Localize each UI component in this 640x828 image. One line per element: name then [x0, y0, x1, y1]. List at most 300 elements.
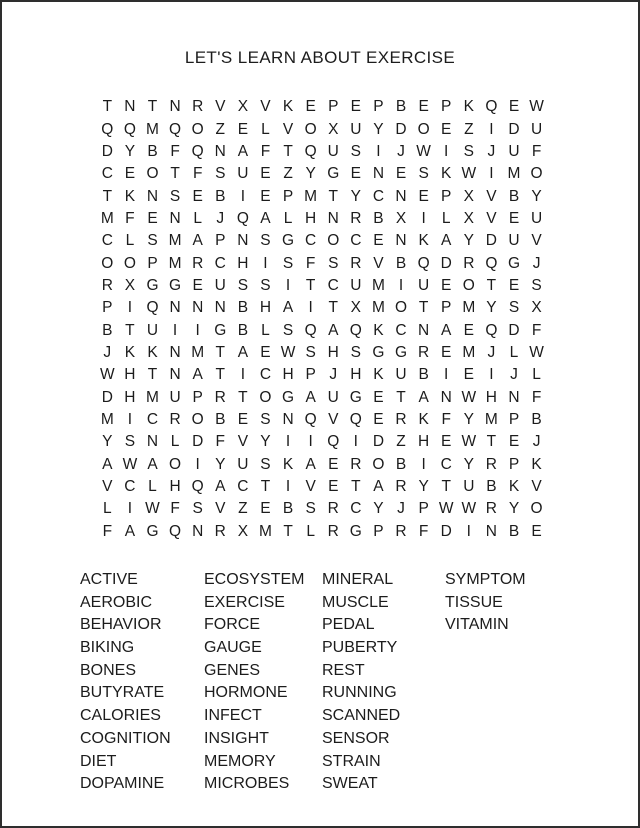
grid-letter: O	[530, 165, 543, 183]
grid-letter: A	[441, 321, 452, 339]
grid-letter: K	[282, 455, 294, 473]
word-list-item: EXERCISE	[204, 593, 285, 611]
grid-letter: X	[237, 98, 249, 116]
grid-letter: Q	[485, 254, 498, 272]
grid-letter: B	[373, 209, 384, 227]
word-list-item: SENSOR	[322, 729, 390, 747]
grid-letter: N	[169, 209, 181, 227]
grid-letter: N	[214, 142, 226, 160]
grid-letter: C	[259, 366, 272, 384]
word-list-item: AEROBIC	[80, 593, 153, 611]
grid-letter: T	[351, 478, 361, 496]
word-list-item: DIET	[80, 752, 117, 770]
grid-letter: O	[417, 120, 430, 138]
grid-letter: S	[531, 276, 542, 294]
grid-letter: V	[215, 500, 226, 518]
grid-letter: M	[258, 522, 272, 540]
grid-letter: R	[169, 410, 181, 428]
grid-letter: A	[305, 455, 316, 473]
grid-letter: W	[461, 165, 477, 183]
grid-letter: S	[418, 165, 429, 183]
grid-letter: A	[237, 142, 249, 160]
grid-letter: D	[192, 433, 204, 451]
grid-letter: Q	[485, 321, 498, 339]
grid-letter: I	[240, 366, 246, 384]
grid-letter: W	[461, 500, 477, 518]
grid-letter: N	[146, 187, 159, 205]
grid-letter: U	[169, 388, 181, 406]
grid-letter: P	[328, 98, 339, 116]
grid-letter: Z	[396, 433, 406, 451]
grid-letter: C	[350, 232, 362, 250]
grid-letter: O	[304, 120, 317, 138]
grid-letter: I	[127, 299, 133, 317]
grid-letter: O	[101, 254, 114, 272]
grid-letter: G	[327, 165, 340, 183]
grid-letter: R	[192, 254, 204, 272]
grid-letter: U	[508, 232, 520, 250]
grid-row	[96, 409, 548, 431]
grid-letter: I	[376, 142, 381, 160]
grid-letter: M	[462, 343, 476, 361]
grid-letter: U	[530, 120, 543, 138]
grid-letter: E	[124, 165, 136, 183]
grid-letter: M	[371, 276, 385, 294]
word-list	[2, 569, 638, 799]
grid-letter: E	[237, 410, 249, 428]
grid-letter: O	[327, 232, 340, 250]
grid-letter: L	[509, 343, 519, 361]
grid-letter: E	[147, 209, 158, 227]
grid-letter: W	[529, 98, 544, 116]
grid-letter: V	[237, 433, 249, 451]
grid-letter: X	[328, 120, 339, 138]
grid-letter: O	[394, 299, 408, 317]
grid-letter: C	[350, 500, 362, 518]
grid-letter: I	[127, 410, 133, 428]
grid-row	[96, 476, 548, 498]
grid-letter: S	[260, 410, 271, 428]
grid-letter: N	[124, 98, 136, 116]
grid-letter: L	[532, 366, 541, 384]
grid-letter: I	[444, 142, 449, 160]
grid-letter: K	[508, 478, 520, 496]
grid-letter: E	[373, 388, 384, 406]
grid-letter: J	[487, 142, 496, 160]
grid-letter: K	[373, 321, 384, 339]
grid-letter: K	[147, 343, 158, 361]
grid-letter: I	[489, 165, 494, 183]
grid-row	[96, 319, 548, 341]
grid-letter: T	[396, 388, 406, 406]
grid-letter: Z	[464, 120, 474, 138]
grid-letter: K	[463, 98, 474, 116]
grid-letter: L	[193, 209, 202, 227]
grid-letter: N	[282, 410, 294, 428]
grid-letter: A	[441, 232, 452, 250]
grid-letter: G	[349, 522, 362, 540]
word-list-item: PEDAL	[322, 616, 375, 634]
grid-letter: P	[147, 254, 158, 272]
grid-row	[96, 454, 548, 476]
grid-letter: M	[371, 299, 385, 317]
word-list-item: GAUGE	[204, 639, 262, 657]
grid-letter: L	[441, 209, 451, 227]
grid-letter: R	[485, 455, 497, 473]
grid-row	[96, 342, 548, 364]
grid-letter: T	[170, 165, 180, 183]
grid-row	[96, 141, 548, 163]
grid-letter: Q	[485, 98, 498, 116]
grid-letter: N	[485, 522, 497, 540]
grid-letter: A	[260, 209, 271, 227]
grid-letter: F	[170, 142, 180, 160]
grid-letter: U	[350, 276, 362, 294]
grid-row	[96, 96, 548, 118]
grid-letter: V	[486, 209, 497, 227]
grid-letter: U	[395, 366, 407, 384]
grid-letter: Y	[260, 433, 271, 451]
grid-letter: Y	[102, 433, 113, 451]
word-list-item: HORMONE	[204, 684, 288, 702]
grid-letter: K	[373, 366, 384, 384]
grid-letter: S	[192, 500, 203, 518]
grid-letter: R	[350, 209, 362, 227]
grid-letter: B	[215, 187, 226, 205]
grid-letter: E	[508, 433, 520, 451]
grid-letter: X	[395, 209, 407, 227]
word-list-column	[80, 569, 171, 796]
grid-letter: I	[421, 455, 426, 473]
grid-letter: E	[328, 478, 339, 496]
grid-letter: C	[327, 276, 339, 294]
grid-letter: B	[102, 321, 113, 339]
grid-letter: S	[305, 500, 316, 518]
grid-letter: N	[146, 433, 159, 451]
grid-letter: I	[195, 455, 200, 473]
grid-letter: S	[169, 187, 181, 205]
word-list-item: FORCE	[204, 616, 260, 634]
grid-letter: I	[398, 276, 404, 294]
grid-letter: M	[168, 232, 182, 250]
grid-letter: K	[282, 98, 294, 116]
word-list-column	[204, 569, 304, 796]
grid-letter: L	[261, 321, 270, 339]
grid-letter: P	[373, 98, 384, 116]
grid-letter: B	[508, 522, 520, 540]
grid-letter: L	[170, 433, 180, 451]
grid-letter: T	[418, 299, 429, 317]
grid-letter: M	[146, 388, 159, 406]
grid-letter: M	[100, 410, 114, 428]
grid-letter: O	[372, 455, 385, 473]
grid-letter: B	[508, 187, 520, 205]
grid-letter: E	[418, 187, 429, 205]
word-list-item: BUTYRATE	[80, 684, 165, 702]
grid-letter: U	[214, 276, 226, 294]
grid-letter: E	[237, 120, 249, 138]
grid-letter: T	[125, 321, 135, 339]
grid-letter: J	[397, 142, 405, 160]
grid-letter: Q	[123, 120, 136, 138]
grid-letter: S	[237, 276, 249, 294]
grid-letter: X	[350, 299, 361, 317]
grid-letter: S	[350, 343, 361, 361]
grid-letter: T	[238, 388, 248, 406]
grid-letter: N	[395, 232, 407, 250]
grid-letter: Y	[463, 232, 474, 250]
grid-row	[96, 364, 548, 386]
grid-letter: F	[531, 142, 542, 160]
grid-letter: R	[214, 388, 226, 406]
grid-letter: Q	[146, 299, 159, 317]
grid-letter: M	[462, 299, 476, 317]
grid-letter: T	[305, 276, 316, 294]
grid-letter: K	[124, 187, 136, 205]
grid-letter: Y	[508, 500, 520, 518]
grid-letter: D	[508, 321, 520, 339]
grid-letter: E	[260, 500, 271, 518]
grid-letter: Y	[418, 478, 429, 496]
grid-letter: Y	[215, 455, 226, 473]
grid-letter: S	[124, 433, 136, 451]
grid-letter: T	[147, 366, 158, 384]
grid-letter: H	[259, 299, 272, 317]
grid-letter: C	[101, 165, 113, 183]
grid-letter: N	[395, 187, 407, 205]
grid-letter: Q	[191, 142, 204, 160]
grid-letter: D	[372, 433, 385, 451]
grid-letter: N	[169, 366, 181, 384]
grid-letter: G	[146, 276, 159, 294]
grid-letter: U	[530, 209, 543, 227]
grid-letter: M	[191, 343, 205, 361]
grid-letter: S	[463, 142, 474, 160]
grid-letter: E	[192, 276, 203, 294]
letter-grid	[96, 96, 548, 543]
grid-letter: E	[463, 321, 474, 339]
word-list-item: MICROBES	[204, 775, 290, 793]
grid-letter: W	[529, 343, 544, 361]
grid-letter: H	[305, 209, 317, 227]
grid-letter: A	[418, 388, 429, 406]
grid-letter: O	[123, 254, 136, 272]
grid-row	[96, 297, 548, 319]
grid-letter: I	[127, 500, 133, 518]
grid-letter: A	[328, 321, 339, 339]
grid-letter: D	[395, 120, 407, 138]
word-list-item: MINERAL	[322, 571, 394, 588]
word-list-item: VITAMIN	[445, 616, 509, 634]
grid-letter: N	[237, 232, 249, 250]
grid-letter: E	[373, 232, 384, 250]
grid-row	[96, 386, 548, 408]
grid-letter: M	[146, 120, 159, 138]
grid-letter: U	[237, 165, 249, 183]
grid-letter: L	[125, 232, 135, 250]
word-list-column	[445, 569, 526, 637]
grid-letter: T	[102, 187, 113, 205]
grid-letter: J	[510, 366, 518, 384]
grid-letter: I	[263, 254, 268, 272]
grid-letter: A	[147, 455, 158, 473]
grid-letter: C	[214, 254, 226, 272]
grid-letter: V	[215, 98, 226, 116]
grid-letter: V	[373, 254, 384, 272]
grid-letter: F	[441, 410, 451, 428]
grid-letter: R	[192, 98, 204, 116]
grid-letter: S	[282, 321, 294, 339]
grid-row	[96, 185, 548, 207]
word-list-item: BEHAVIOR	[80, 616, 162, 634]
grid-letter: S	[260, 455, 271, 473]
grid-letter: O	[462, 276, 475, 294]
grid-letter: H	[350, 366, 362, 384]
word-list-item: MUSCLE	[322, 593, 389, 611]
word-list-item: TISSUE	[445, 593, 503, 611]
grid-letter: I	[489, 366, 494, 384]
grid-letter: V	[486, 187, 497, 205]
grid-letter: E	[418, 98, 429, 116]
grid-row	[96, 118, 548, 140]
grid-letter: A	[124, 522, 136, 540]
grid-letter: J	[487, 343, 496, 361]
grid-letter: F	[102, 522, 113, 540]
grid-letter: A	[192, 232, 203, 250]
grid-letter: O	[191, 410, 204, 428]
grid-letter: K	[418, 232, 429, 250]
grid-letter: R	[463, 254, 475, 272]
grid-letter: W	[145, 500, 160, 518]
grid-letter: H	[485, 388, 497, 406]
word-list-item: STRAIN	[322, 752, 381, 770]
grid-letter: E	[463, 366, 474, 384]
grid-letter: D	[101, 142, 113, 160]
grid-letter: W	[416, 142, 431, 160]
word-list-item: MEMORY	[204, 752, 276, 770]
grid-letter: U	[146, 321, 159, 339]
grid-letter: X	[531, 299, 542, 317]
grid-letter: D	[440, 254, 452, 272]
word-list-item: CALORIES	[80, 707, 161, 725]
grid-letter: L	[148, 478, 157, 496]
grid-letter: R	[327, 522, 339, 540]
grid-letter: H	[124, 388, 136, 406]
grid-letter: R	[327, 500, 339, 518]
grid-letter: K	[124, 343, 136, 361]
grid-letter: T	[441, 478, 451, 496]
grid-letter: G	[282, 232, 295, 250]
word-list-item: ECOSYSTEM	[204, 571, 305, 588]
grid-letter: A	[102, 455, 113, 473]
grid-letter: U	[463, 478, 475, 496]
grid-letter: H	[169, 478, 181, 496]
grid-letter: S	[215, 165, 226, 183]
grid-letter: E	[328, 455, 339, 473]
word-list-item: SCANNED	[322, 707, 401, 725]
grid-letter: C	[124, 478, 136, 496]
grid-letter: P	[215, 232, 226, 250]
grid-letter: T	[215, 366, 225, 384]
grid-letter: G	[372, 343, 385, 361]
grid-letter: R	[350, 254, 362, 272]
grid-letter: N	[169, 343, 181, 361]
grid-letter: E	[441, 120, 452, 138]
grid-row	[96, 230, 548, 252]
grid-letter: P	[373, 522, 384, 540]
grid-letter: T	[486, 276, 497, 294]
grid-letter: V	[260, 98, 271, 116]
grid-letter: T	[328, 299, 338, 317]
grid-letter: E	[395, 165, 407, 183]
grid-letter: W	[461, 433, 477, 451]
grid-letter: I	[172, 321, 178, 339]
grid-letter: N	[440, 388, 452, 406]
grid-letter: E	[260, 187, 271, 205]
grid-letter: B	[395, 254, 407, 272]
grid-letter: S	[282, 254, 294, 272]
word-list-item: PUBERTY	[322, 639, 398, 657]
grid-letter: E	[373, 410, 384, 428]
grid-letter: Q	[304, 321, 317, 339]
grid-letter: P	[305, 366, 316, 384]
grid-letter: E	[441, 433, 452, 451]
grid-letter: G	[214, 321, 227, 339]
word-list-item: GENES	[204, 661, 261, 679]
grid-letter: A	[373, 478, 384, 496]
grid-letter: X	[124, 276, 136, 294]
grid-letter: H	[282, 366, 294, 384]
grid-letter: B	[531, 410, 542, 428]
grid-letter: G	[146, 522, 159, 540]
grid-letter: N	[214, 299, 226, 317]
grid-letter: T	[328, 187, 338, 205]
grid-letter: K	[418, 410, 429, 428]
grid-letter: D	[101, 388, 113, 406]
grid-letter: W	[461, 388, 477, 406]
grid-letter: D	[485, 232, 497, 250]
grid-letter: Y	[531, 187, 542, 205]
grid-letter: D	[508, 120, 520, 138]
grid-letter: I	[489, 120, 494, 138]
grid-letter: C	[372, 187, 385, 205]
grid-letter: J	[103, 343, 112, 361]
grid-letter: Q	[304, 410, 317, 428]
grid-letter: E	[260, 165, 271, 183]
grid-letter: E	[305, 98, 316, 116]
grid-letter: A	[305, 388, 316, 406]
grid-letter: S	[260, 232, 271, 250]
grid-letter: B	[237, 299, 249, 317]
grid-letter: K	[531, 455, 542, 473]
grid-letter: E	[531, 522, 542, 540]
grid-letter: I	[308, 299, 313, 317]
grid-letter: B	[215, 410, 226, 428]
grid-letter: Q	[101, 120, 114, 138]
grid-letter: N	[192, 299, 204, 317]
grid-letter: I	[240, 187, 246, 205]
grid-letter: L	[261, 120, 270, 138]
grid-letter: Q	[169, 522, 182, 540]
grid-letter: Y	[373, 500, 384, 518]
grid-letter: W	[438, 500, 454, 518]
grid-letter: M	[304, 187, 318, 205]
grid-letter: O	[530, 500, 543, 518]
grid-letter: R	[418, 343, 430, 361]
grid-letter: S	[328, 254, 339, 272]
grid-letter: A	[215, 478, 226, 496]
grid-letter: Q	[349, 321, 362, 339]
